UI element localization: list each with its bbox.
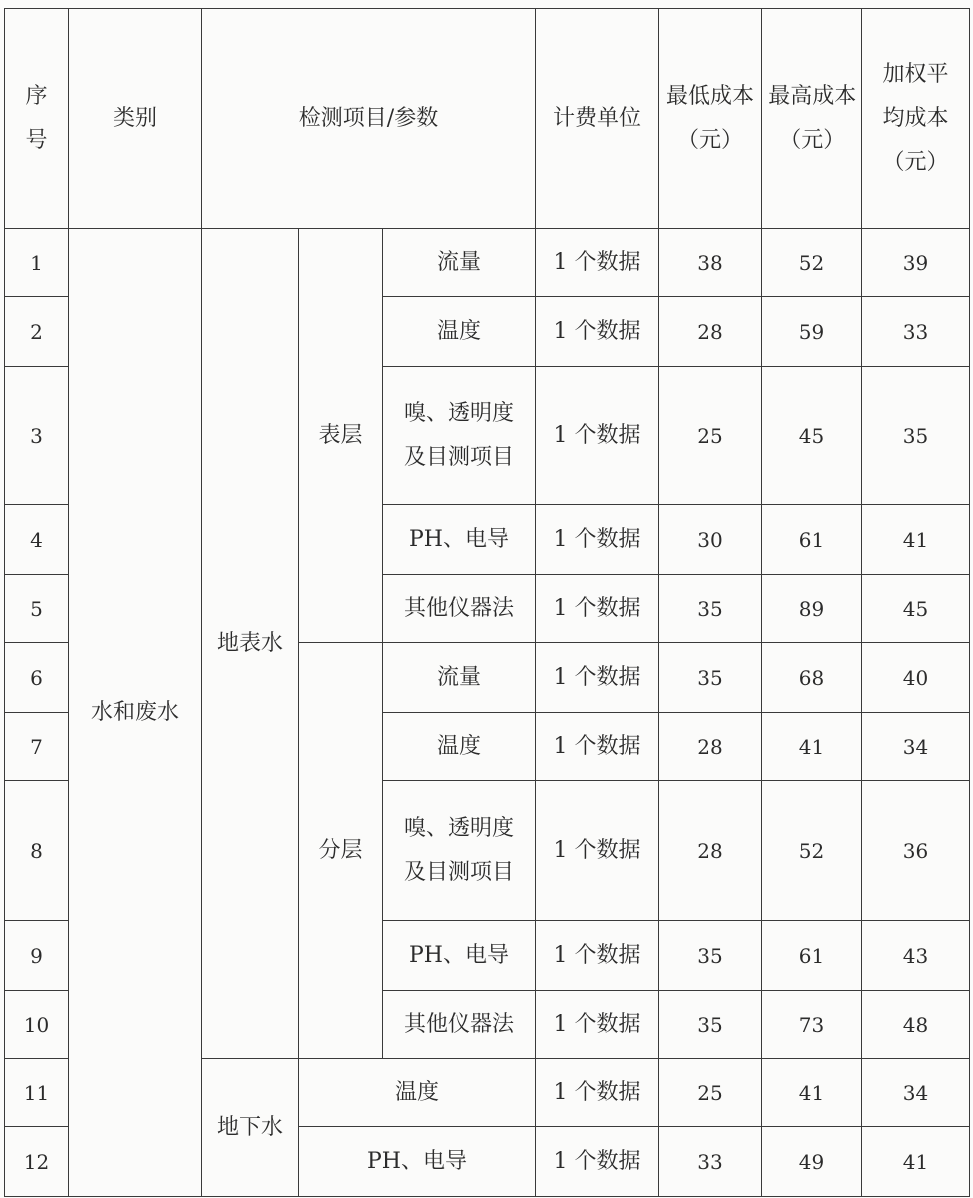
item-cell: 其他仪器法 xyxy=(383,575,536,643)
seq-cell: 4 xyxy=(5,505,69,575)
avg-cost-cell: 35 xyxy=(862,367,970,505)
max-cost-cell: 68 xyxy=(762,643,862,713)
min-cost-cell: 35 xyxy=(659,921,762,991)
unit-cell: 1 个数据 xyxy=(536,781,659,921)
seq-cell: 6 xyxy=(5,643,69,713)
min-cost-cell: 35 xyxy=(659,991,762,1059)
seq-cell: 9 xyxy=(5,921,69,991)
item-cell: 温度 xyxy=(299,1059,536,1127)
seq-cell: 11 xyxy=(5,1059,69,1127)
min-cost-cell: 35 xyxy=(659,575,762,643)
avg-cost-cell: 41 xyxy=(862,1127,970,1197)
unit-cell: 1 个数据 xyxy=(536,229,659,297)
item-cell: 温度 xyxy=(383,297,536,367)
category-cell: 水和废水 xyxy=(69,229,202,1197)
seq-cell: 1 xyxy=(5,229,69,297)
max-cost-cell: 41 xyxy=(762,1059,862,1127)
max-cost-cell: 52 xyxy=(762,229,862,297)
min-cost-cell: 30 xyxy=(659,505,762,575)
avg-cost-cell: 33 xyxy=(862,297,970,367)
avg-cost-cell: 36 xyxy=(862,781,970,921)
max-cost-cell: 45 xyxy=(762,367,862,505)
header-unit: 计费单位 xyxy=(536,9,659,229)
unit-cell: 1 个数据 xyxy=(536,991,659,1059)
min-cost-cell: 25 xyxy=(659,367,762,505)
item-cell: 温度 xyxy=(383,713,536,781)
seq-cell: 10 xyxy=(5,991,69,1059)
unit-cell: 1 个数据 xyxy=(536,643,659,713)
seq-cell: 3 xyxy=(5,367,69,505)
unit-cell: 1 个数据 xyxy=(536,1059,659,1127)
min-cost-cell: 28 xyxy=(659,713,762,781)
item-cell: 流量 xyxy=(383,643,536,713)
avg-cost-cell: 34 xyxy=(862,713,970,781)
min-cost-cell: 33 xyxy=(659,1127,762,1197)
seq-cell: 5 xyxy=(5,575,69,643)
seq-cell: 2 xyxy=(5,297,69,367)
stratified-layer-cell: 分层 xyxy=(299,643,383,1059)
unit-cell: 1 个数据 xyxy=(536,297,659,367)
unit-cell: 1 个数据 xyxy=(536,713,659,781)
item-cell: 其他仪器法 xyxy=(383,991,536,1059)
item-cell: PH、电导 xyxy=(383,505,536,575)
table-row xyxy=(5,229,970,297)
max-cost-cell: 89 xyxy=(762,575,862,643)
header-max-cost: 最高成本（元） xyxy=(762,9,862,229)
avg-cost-cell: 43 xyxy=(862,921,970,991)
unit-cell: 1 个数据 xyxy=(536,921,659,991)
max-cost-cell: 49 xyxy=(762,1127,862,1197)
avg-cost-cell: 39 xyxy=(862,229,970,297)
avg-cost-cell: 40 xyxy=(862,643,970,713)
max-cost-cell: 61 xyxy=(762,921,862,991)
item-cell: 嗅、透明度及目测项目 xyxy=(383,781,536,921)
avg-cost-cell: 45 xyxy=(862,575,970,643)
surface-water-cell: 地表水 xyxy=(202,229,299,1059)
header-row xyxy=(5,9,970,229)
max-cost-cell: 52 xyxy=(762,781,862,921)
seq-cell: 12 xyxy=(5,1127,69,1197)
avg-cost-cell: 48 xyxy=(862,991,970,1059)
min-cost-cell: 38 xyxy=(659,229,762,297)
unit-cell: 1 个数据 xyxy=(536,575,659,643)
header-min-cost: 最低成本（元） xyxy=(659,9,762,229)
header-seq: 序号 xyxy=(5,9,69,229)
header-item: 检测项目/参数 xyxy=(202,9,536,229)
item-cell: PH、电导 xyxy=(299,1127,536,1197)
item-cell: 嗅、透明度及目测项目 xyxy=(383,367,536,505)
surface-layer-cell: 表层 xyxy=(299,229,383,643)
header-category: 类别 xyxy=(69,9,202,229)
min-cost-cell: 25 xyxy=(659,1059,762,1127)
max-cost-cell: 61 xyxy=(762,505,862,575)
unit-cell: 1 个数据 xyxy=(536,1127,659,1197)
seq-cell: 7 xyxy=(5,713,69,781)
item-cell: PH、电导 xyxy=(383,921,536,991)
header-avg-cost: 加权平均成本（元） xyxy=(862,9,970,229)
seq-cell: 8 xyxy=(5,781,69,921)
groundwater-cell: 地下水 xyxy=(202,1059,299,1197)
max-cost-cell: 73 xyxy=(762,991,862,1059)
min-cost-cell: 35 xyxy=(659,643,762,713)
cost-table xyxy=(4,8,970,1197)
avg-cost-cell: 34 xyxy=(862,1059,970,1127)
unit-cell: 1 个数据 xyxy=(536,367,659,505)
min-cost-cell: 28 xyxy=(659,297,762,367)
item-cell: 流量 xyxy=(383,229,536,297)
min-cost-cell: 28 xyxy=(659,781,762,921)
max-cost-cell: 41 xyxy=(762,713,862,781)
avg-cost-cell: 41 xyxy=(862,505,970,575)
unit-cell: 1 个数据 xyxy=(536,505,659,575)
max-cost-cell: 59 xyxy=(762,297,862,367)
